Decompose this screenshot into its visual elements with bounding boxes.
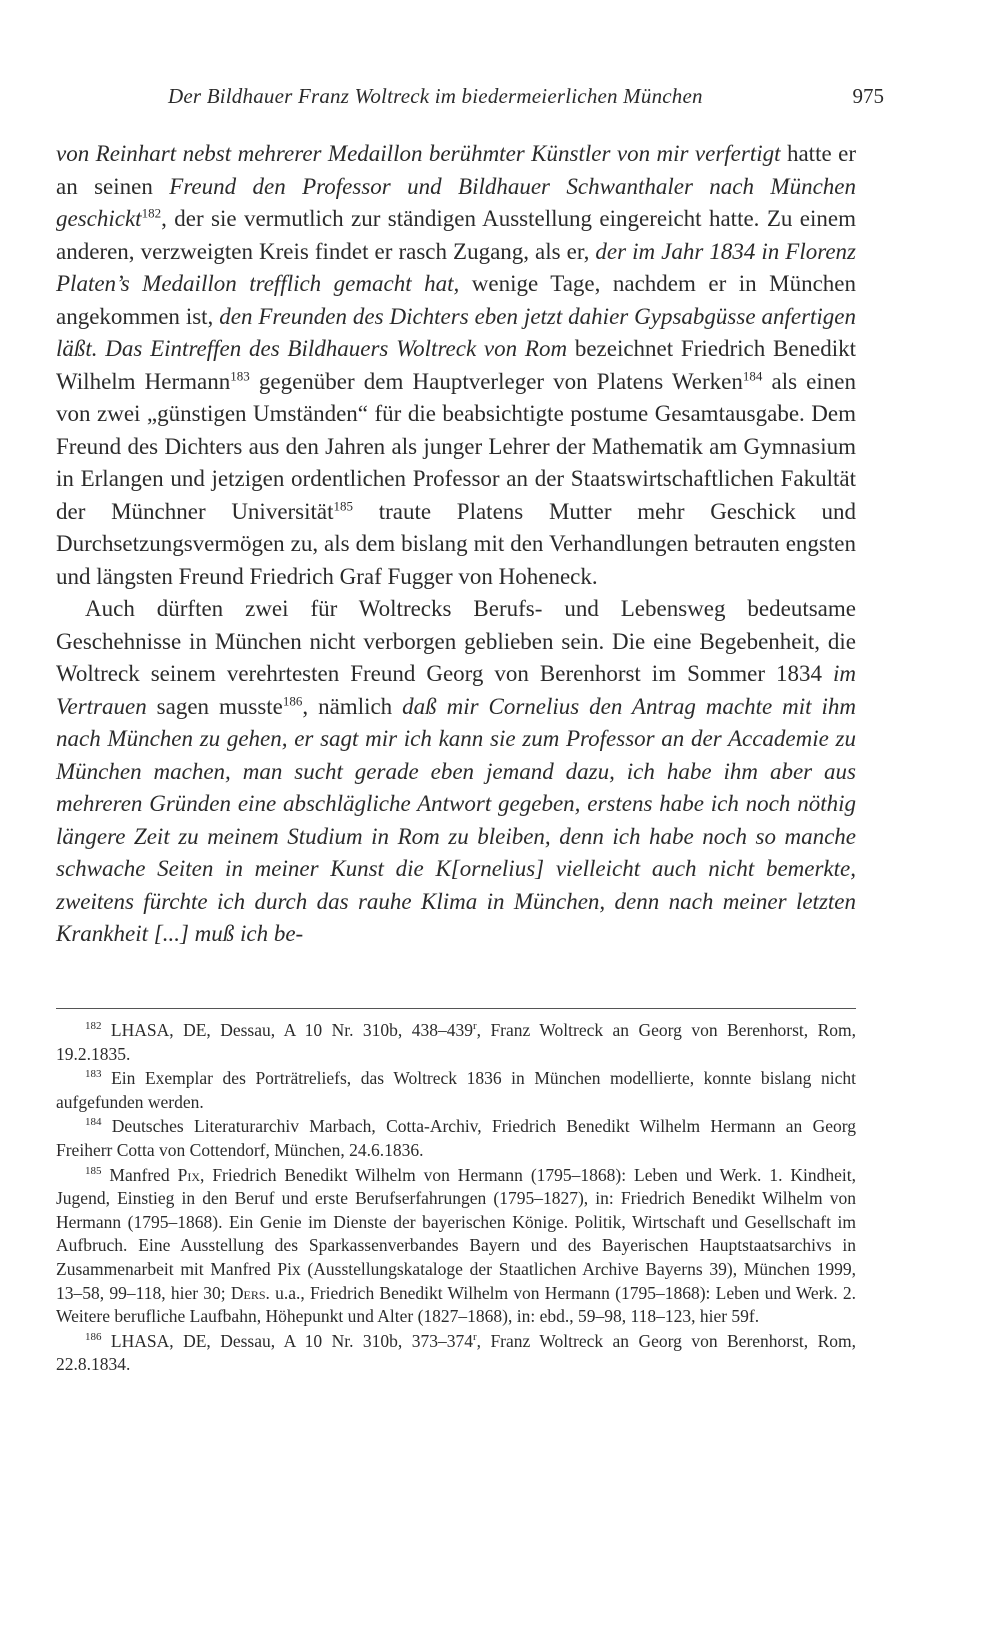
footnote-text: Ein Exemplar des Porträtreliefs, das Woltreck 1836 in München modellierte, konnte bislang nicht aufgefunden werden. — [56, 1068, 856, 1112]
quote-text: im Vertrauen — [56, 661, 856, 719]
footnote-ref[interactable]: 185 — [333, 497, 354, 513]
paragraph-1 — [56, 138, 856, 593]
footnote-text: LHASA, DE, Dessau, A 10 Nr. 310b, 438–439 — [101, 1020, 473, 1040]
body-text: , nämlich — [302, 693, 403, 719]
paragraph-2 — [56, 593, 856, 951]
footnote-number: 184 — [85, 1116, 102, 1129]
body-text: traute Platens Mutter mehr Geschick und Durchsetzungsvermögen zu, als dem bislang mit den Verhandlungen betrauten engsten und längsten Freund Friedrich Graf Fugger von Hoheneck. — [56, 498, 856, 589]
body-text: wenige Tage, nachdem er in München angekommen ist, — [56, 271, 856, 329]
author-abbrev: Ders. — [230, 1282, 270, 1303]
main-text — [56, 138, 856, 951]
footnote-ref[interactable]: 182 — [141, 205, 162, 221]
quote-text: der im Jahr 1834 in Florenz Platen’s Medaillon trefflich gemacht hat, — [56, 238, 856, 296]
quote-text: den Freunden des Dichters eben jetzt dahier Gypsabgüsse anfertigen läßt. Das Eintreffen des Bildhauers Woltreck von Rom — [56, 303, 857, 361]
footnote-text: u.a., Friedrich Benedikt Wilhelm von Hermann (1795–1868): Leben und Werk. 2. Weitere berufliche Laufbahn, Höhepunkt und Alter (1827–1868), in: ebd., 59–98, 118–123, hier 59f. — [56, 1282, 857, 1327]
footnote-185 — [56, 1164, 856, 1329]
footnote-number: 185 — [85, 1164, 102, 1177]
body-text: gegenüber dem Hauptverleger von Platens Werken — [249, 368, 743, 394]
running-title: Der Bildhauer Franz Woltreck im biedermeierlichen München — [168, 84, 703, 108]
footnote-number: 186 — [85, 1330, 102, 1343]
footnote-text: Deutsches Literaturarchiv Marbach, Cotta-Archiv, Friedrich Benedikt Wilhelm Hermann an Georg Freiherr Cotta von Cottendorf, München, 24.6.1836. — [56, 1116, 856, 1160]
body-text: bezeichnet Friedrich Benedikt Wilhelm Hermann — [56, 336, 857, 394]
footnote-186 — [56, 1330, 856, 1377]
quote-text: Freund den Professor und Bildhauer Schwanthaler nach München geschickt — [56, 173, 856, 231]
footnote-182 — [56, 1019, 856, 1066]
footnote-text: , Franz Woltreck an Georg von Berenhorst, Rom, 19.2.1835. — [56, 1020, 856, 1064]
quote-text: daß mir Cornelius den Antrag machte mit ihm nach München zu gehen, er sagt mir ich kann sie zum Professor an der Accademie zu München machen, man sucht gerade eben jemand dazu, ich habe ihm aber aus mehreren Gründen eine abschlägliche Antwort gegeben, erstens habe ich noch nöthig längere Zeit zu meinem Studium in Rom zu bleiben, denn ich habe noch so manche schwache Seiten in meiner Kunst die K[ornelius] vielleicht auch nicht bemerkte, zweitens fürchte ich durch das rauhe Klima in München, denn nach meiner letzten Krankheit [...] muß ich be- — [56, 693, 856, 946]
body-text: , der sie vermutlich zur ständigen Ausstellung eingereicht hatte. Zu einem anderen, verzweigten Kreis findet er rasch Zugang, als er, — [56, 206, 856, 264]
recto-mark: r — [472, 1330, 477, 1343]
footnote-divider — [56, 1008, 856, 1009]
footnote-ref[interactable]: 183 — [230, 367, 250, 383]
body-text: als einen von zwei „günstigen Umständen“ für die beabsichtigte postume Gesamtausgabe. Dem Freund des Dichters aus den Jahren als junger Lehrer der Mathematik am Gymnasium in Erlangen und jetzigen ordentlichen Professor an der Staatswirtschaftlichen Fakultät der Münchner Universität — [56, 368, 856, 524]
footnote-184 — [56, 1115, 856, 1162]
body-text: hatte er an seinen — [56, 141, 856, 199]
footnote-number: 183 — [85, 1068, 102, 1081]
body-text: sagen musste — [146, 693, 283, 719]
footnote-ref[interactable]: 186 — [282, 692, 303, 708]
footnote-ref[interactable]: 184 — [742, 367, 763, 383]
page-number: 975 — [852, 84, 884, 108]
footnote-number: 182 — [85, 1020, 102, 1033]
body-text: Auch dürften zwei für Woltrecks Berufs- und Lebensweg bedeutsame Geschehnisse in München nicht verborgen geblieben sein. Die eine Begebenheit, die Woltreck seinem verehrtesten Freund Georg von Berenhorst im Sommer 1834 — [56, 596, 856, 686]
author-name: Pix — [177, 1164, 201, 1185]
footnote-text: , Friedrich Benedikt Wilhelm von Hermann (1795–1868): Leben und Werk. 1. Kindheit, Jugend, Einstieg in den Beruf und erste Berufserfahrungen (1795–1827), in: Friedrich Benedikt Wilhelm von Hermann (1795–1868). Ein Genie im Dienste der bayerischen Könige. Politik, Wirtschaft und Gesellschaft im Aufbruch. Eine Ausstellung des Sparkassenverbandes Bayern und des Bayerischen Hauptstaatsarchivs in Zusammenarbeit mit Manfred Pix (Ausstellungskataloge der Staatlichen Archive Bayerns 39), München 1999, 13–58, 99–118, hier 30; — [56, 1164, 856, 1303]
footnote-text: Manfred — [101, 1164, 178, 1185]
quote-text: von Reinhart nebst mehrerer Medaillon berühmter Künstler von mir verfertigt — [56, 141, 781, 166]
recto-mark: r — [472, 1020, 477, 1033]
footnote-183 — [56, 1067, 856, 1114]
footnote-text: , Franz Woltreck an Georg von Berenhorst, Rom, 22.8.1834. — [56, 1330, 856, 1375]
footnotes — [56, 1019, 856, 1378]
running-header — [168, 84, 884, 114]
footnote-text: LHASA, DE, Dessau, A 10 Nr. 310b, 373–374 — [101, 1330, 473, 1351]
